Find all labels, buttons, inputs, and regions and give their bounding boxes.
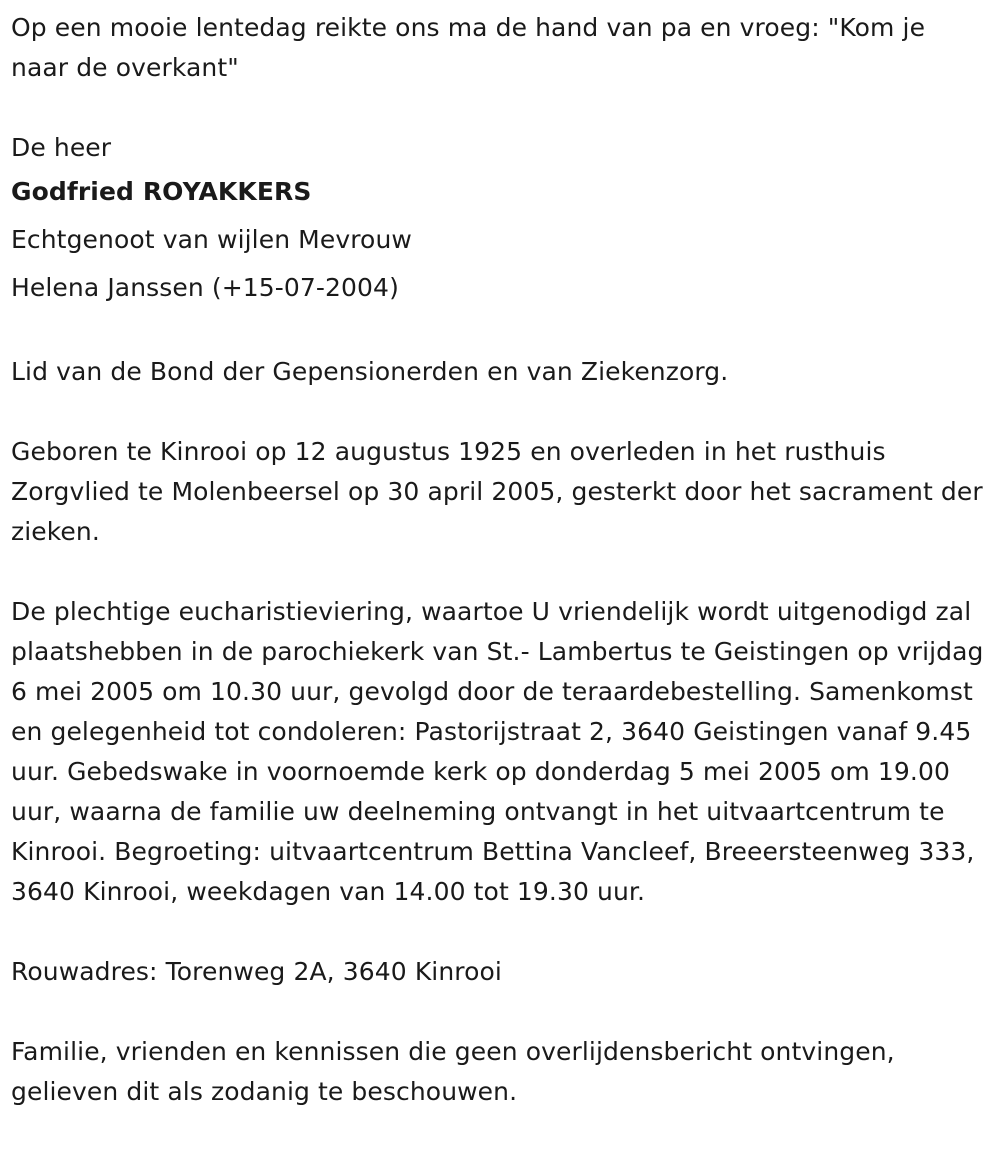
spouse-line-2: Helena Janssen (+15-07-2004) xyxy=(11,273,399,302)
membership-text: Lid van de Bond der Gepensionerden en van Ziekenzorg. xyxy=(11,357,729,386)
birth-death-text: Geboren te Kinrooi op 12 augustus 1925 en overleden in het rusthuis Zorgvlied te Molenbeersel op 30 april 2005, gesterkt door het sacrament der zieken. xyxy=(11,437,983,546)
salutation: De heer xyxy=(11,133,112,162)
opening-quote: Op een mooie lentedag reikte ons ma de hand van pa en vroeg: "Kom je naar de overkant" xyxy=(11,13,926,82)
deceased-name: Godfried ROYAKKERS xyxy=(11,177,312,206)
mourning-address: Rouwadres: Torenweg 2A, 3640 Kinrooi xyxy=(11,957,502,986)
spouse-line-1: Echtgenoot van wijlen Mevrouw xyxy=(11,225,412,254)
ceremony-text: De plechtige eucharistieviering, waartoe U vriendelijk wordt uitgenodigd zal plaatshebben in de parochiekerk van St.- Lambertus te Geistingen op vrijdag 6 mei 2005 om 10.30 uur, gevolgd door de teraardebestelling. Samenkomst en gelegenheid tot condoleren: Pastorijstraat 2, 3640 Geistingen vanaf 9.45 uur. Gebedswake in voornoemde kerk op donderdag 5 mei 2005 om 19.00 uur, waarna de familie uw deelneming ontvangt in het uitvaartcentrum te Kinrooi. Begroeting: uitvaartcentrum Bettina Vancleef, Breeersteenweg 333, 3640 Kinrooi, weekdagen van 14.00 tot 19.30 uur. xyxy=(11,597,984,906)
closing-note: Familie, vrienden en kennissen die geen overlijdensbericht ontvingen, gelieven dit als zodanig te beschouwen. xyxy=(11,1037,895,1106)
